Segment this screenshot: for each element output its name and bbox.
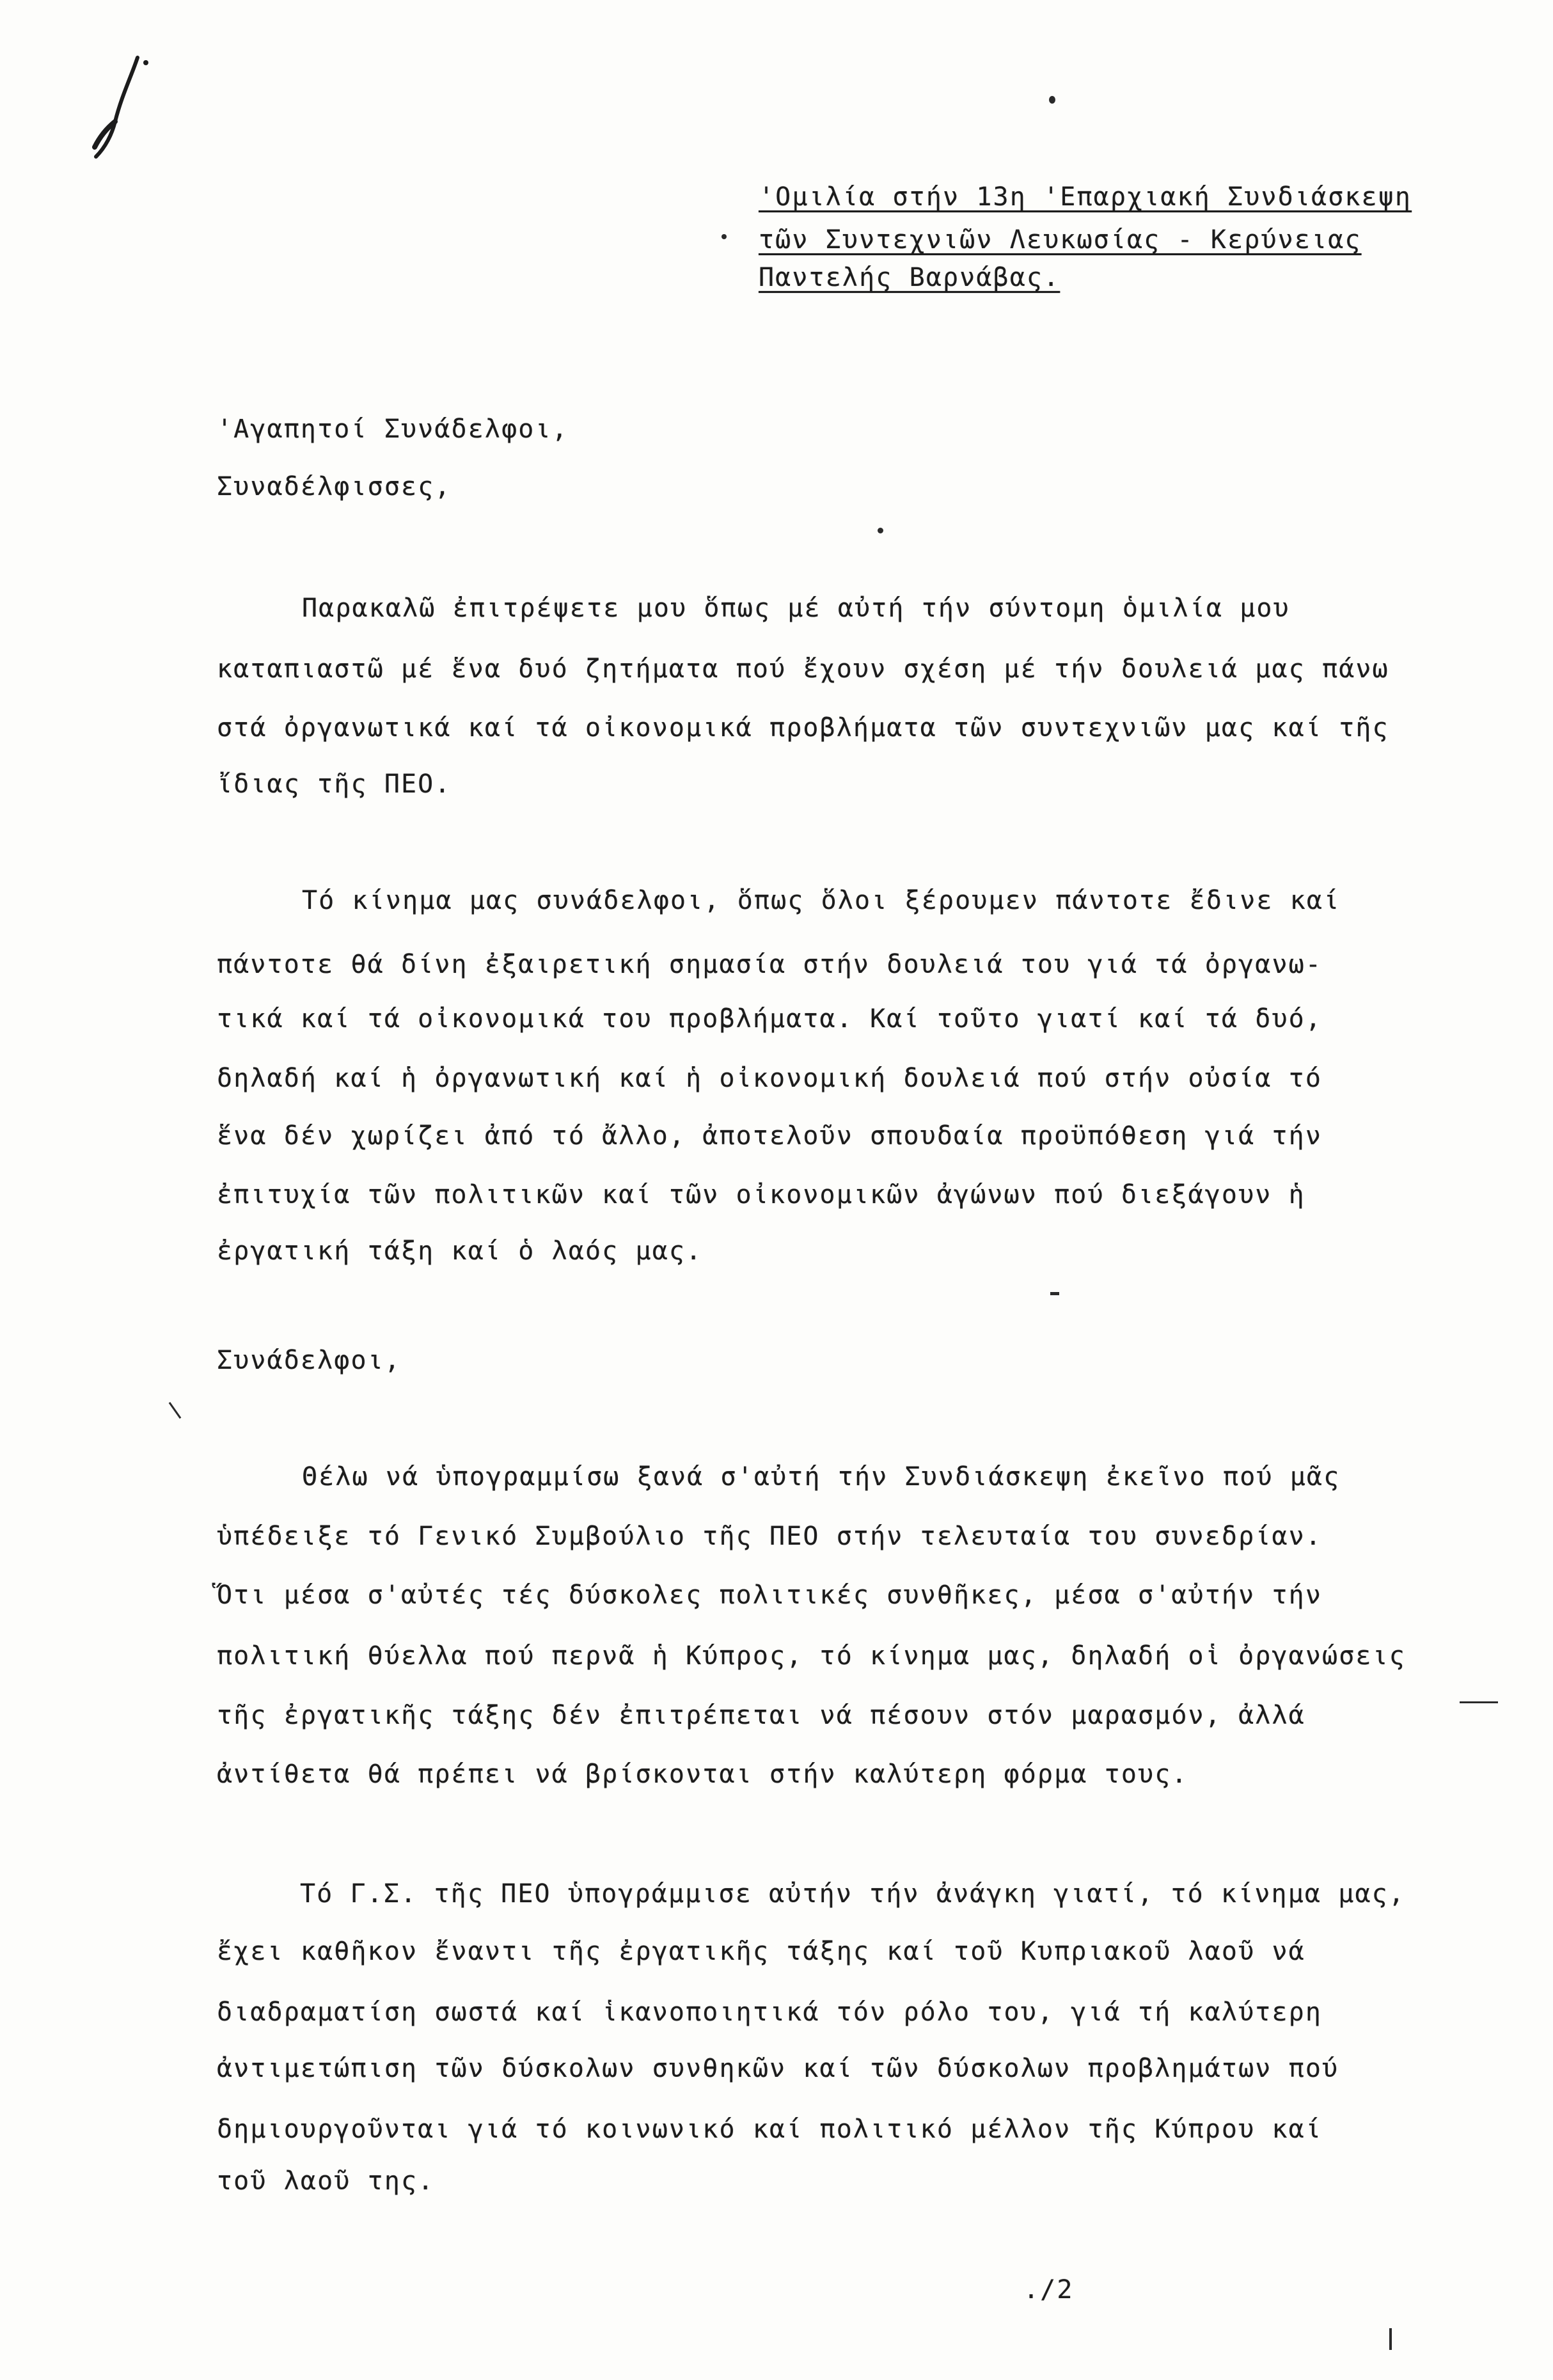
stray-dot [878, 528, 883, 533]
stray-dash [1050, 1292, 1059, 1295]
header-line: 'Ομιλία στήν 13η 'Επαρχιακή Συνδιάσκεψη [759, 182, 1412, 212]
body-line: Ὅτι μέσα σ'αὐτές τές δύσκολες πολιτικές συνθῆκες, μέσα σ'αὐτήν τήν [217, 1580, 1323, 1610]
body-line: δηλαδή καί ἡ ὀργανωτική καί ἡ οἰκονομική δουλειά πού στήν οὐσία τό [217, 1064, 1323, 1093]
body-line: διαδραματίση σωστά καί ἱκανοποιητικά τόν ρόλο του, γιά τή καλύτερη [217, 1998, 1323, 2027]
body-line: ἀντιμετώπιση τῶν δύσκολων συνθηκῶν καί τῶν δύσκολων προβλημάτων πού [217, 2054, 1339, 2083]
body-line: Θέλω νά ὑπογραμμίσω ξανά σ'αὐτή τήν Συνδιάσκεψη ἐκεῖνο πού μᾶς [302, 1462, 1341, 1492]
body-line: ἀντίθετα θά πρέπει νά βρίσκονται στήν καλύτερη φόρμα τους. [217, 1760, 1188, 1789]
stray-slash [169, 1402, 182, 1419]
salutation-line: Συνάδελφοι, [217, 1346, 402, 1375]
stray-dash [1460, 1701, 1498, 1703]
body-line: τοῦ λαοῦ της. [217, 2166, 435, 2196]
body-line: τῆς ἐργατικῆς τάξης δέν ἐπιτρέπεται νά πέσουν στόν μαρασμόν, ἀλλά [217, 1701, 1305, 1730]
body-line: δημιουργοῦνται γιά τό κοινωνικό καί πολιτικό μέλλον τῆς Κύπρου καί [217, 2115, 1323, 2144]
header-line: τῶν Συντεχνιῶν Λευκωσίας - Κερύνειας [759, 225, 1362, 255]
body-line: στά ὀργανωτικά καί τά οἰκονομικά προβλήματα τῶν συντεχνιῶν μας καί τῆς [217, 713, 1389, 743]
body-line: Παρακαλῶ ἐπιτρέψετε μου ὅπως μέ αὐτή τήν σύντομη ὁμιλία μου [302, 594, 1290, 623]
body-line: ἔχει καθῆκον ἔναντι τῆς ἐργατικῆς τάξης καί τοῦ Κυπριακοῦ λαοῦ νά [217, 1937, 1305, 1966]
body-line: ὑπέδειξε τό Γενικό Συμβούλιο τῆς ΠΕΟ στήν τελευταία του συνεδρίαν. [217, 1522, 1323, 1551]
body-line: ἐργατική τάξη καί ὁ λαός μας. [217, 1236, 703, 1266]
stray-bar [1389, 2328, 1392, 2350]
stray-dot [721, 234, 727, 239]
stray-dot [1049, 96, 1055, 104]
body-line: τικά καί τά οἰκονομικά του προβλήματα. Καί τοῦτο γιατί καί τά δυό, [217, 1004, 1323, 1034]
body-line: καταπιαστῶ μέ ἕνα δυό ζητήματα πού ἔχουν σχέση μέ τήν δουλειά μας πάνω [217, 654, 1389, 684]
page-number: ./2 [1023, 2275, 1074, 2305]
body-line: Τό Γ.Σ. τῆς ΠΕΟ ὑπογράμμισε αὐτήν τήν ἀνάγκη γιατί, τό κίνημα μας, [300, 1879, 1406, 1909]
body-line: ἴδιας τῆς ΠΕΟ. [217, 769, 452, 799]
body-line: ἐπιτυχία τῶν πολιτικῶν καί τῶν οἰκονομικῶν ἀγώνων πού διεξάγουν ἡ [217, 1180, 1305, 1210]
body-line: Τό κίνημα μας συνάδελφοι, ὅπως ὅλοι ξέρουμεν πάντοτε ἔδινε καί [302, 886, 1341, 915]
body-line: πολιτική θύελλα πού περνᾶ ἡ Κύπρος, τό κίνημα μας, δηλαδή οἱ ὀργανώσεις [217, 1641, 1406, 1671]
salutation-line: 'Αγαπητοί Συνάδελφοι, [217, 414, 569, 444]
pen-mark [77, 51, 160, 166]
body-line: πάντοτε θά δίνη ἐξαιρετική σημασία στήν δουλειά του γιά τά ὀργανω- [217, 950, 1323, 979]
salutation-line: Συναδέλφισσες, [217, 472, 452, 501]
header-line: Παντελής Βαρνάβας. [759, 263, 1060, 292]
body-line: ἕνα δέν χωρίζει ἀπό τό ἄλλο, ἀποτελοῦν σπουδαία προϋπόθεση γιά τήν [217, 1121, 1323, 1151]
